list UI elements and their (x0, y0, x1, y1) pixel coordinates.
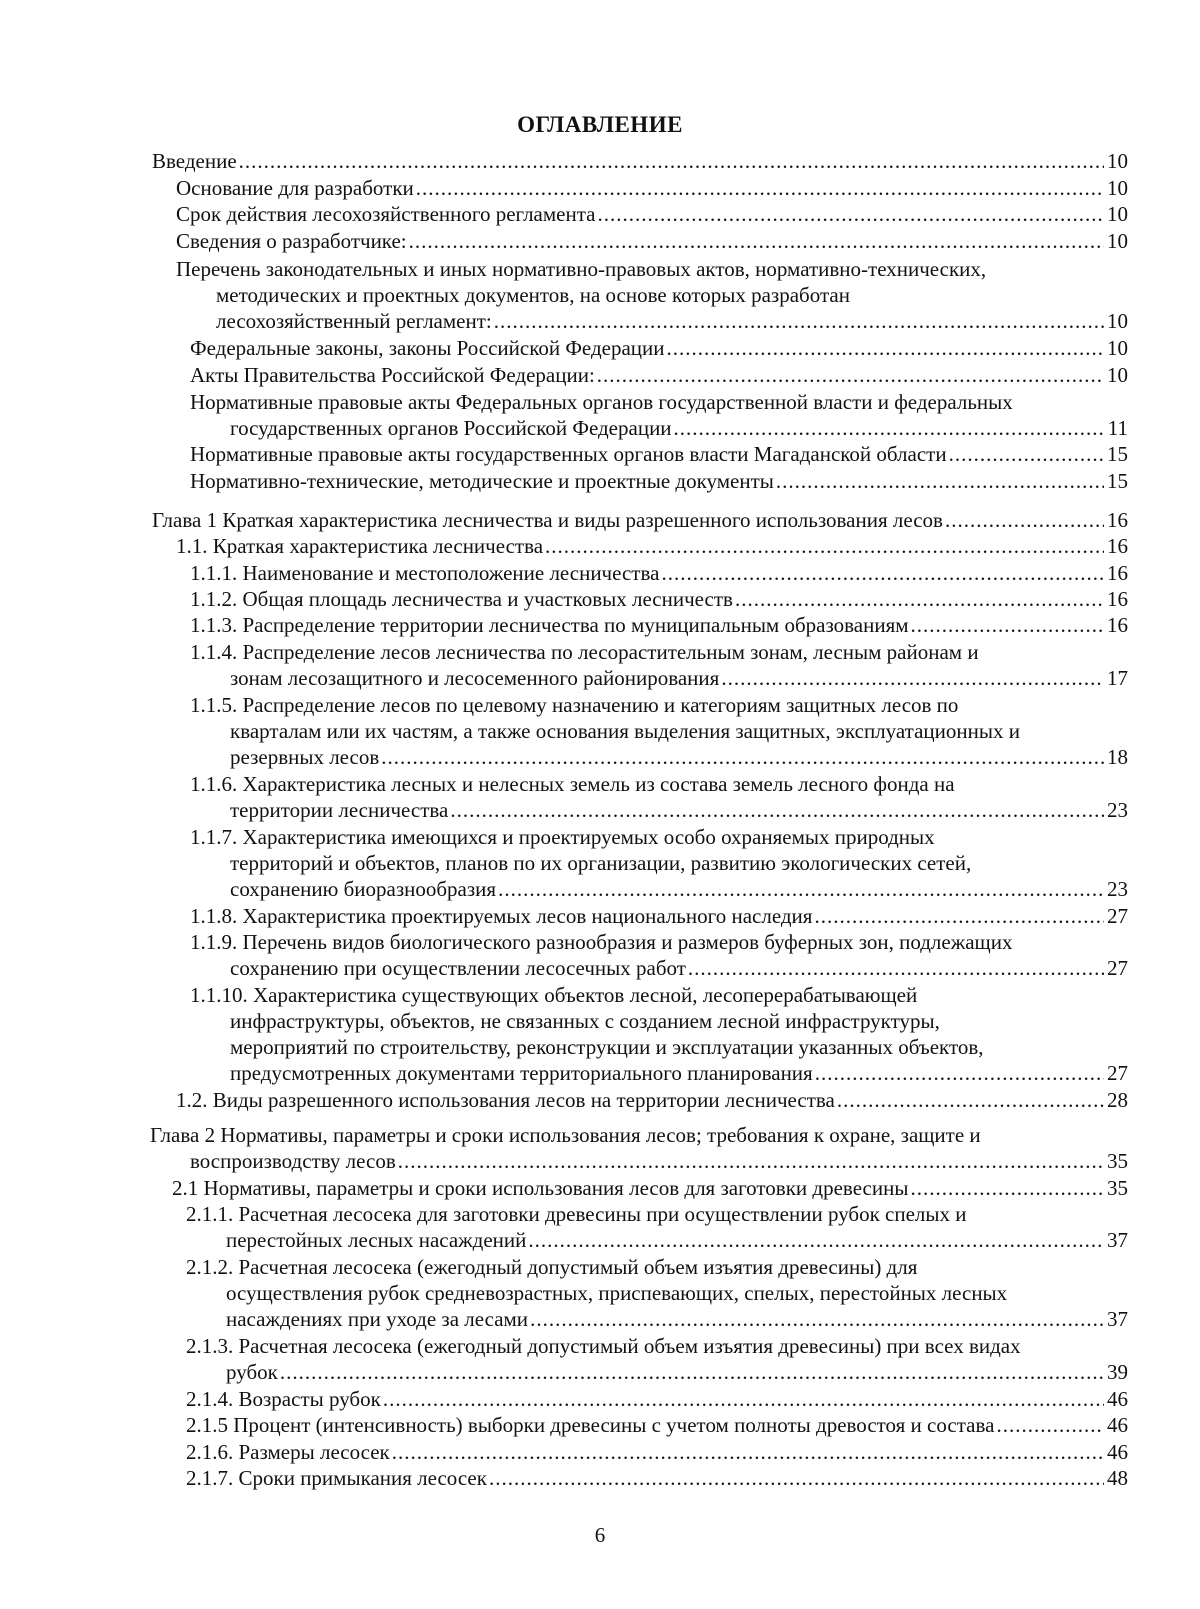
dot-leader (383, 1386, 1104, 1412)
dot-leader (450, 797, 1104, 823)
dot-leader (416, 175, 1104, 201)
dot-leader (735, 586, 1104, 612)
toc-entry-text: сохранению при осуществлении лесосечных работ (230, 956, 686, 980)
toc-page-number: 16 (1107, 534, 1128, 558)
toc-entry[interactable] (190, 903, 1128, 929)
toc-page-number: 35 (1107, 1149, 1128, 1173)
toc-page-number: 10 (1107, 336, 1128, 360)
toc-entry[interactable] (186, 1254, 1128, 1332)
dot-leader (776, 468, 1104, 494)
dot-leader (911, 612, 1104, 638)
toc-entry-text: сохранению биоразнообразия (230, 877, 497, 901)
toc-entry[interactable] (176, 533, 1128, 559)
toc-entry-text: Федеральные законы, законы Российской Федерации (190, 336, 665, 360)
dot-leader (494, 308, 1104, 334)
dot-leader (721, 665, 1104, 691)
toc-entry[interactable] (152, 507, 1128, 533)
toc-entry-text: 1.1.6. Характеристика лесных и нелесных земель из состава земель лесного фонда на (190, 772, 955, 796)
toc-entry-text: территории лесничества (230, 798, 449, 822)
toc-page-number: 16 (1107, 508, 1128, 532)
toc-page-number: 10 (1107, 176, 1128, 200)
toc-entry-text: 1.2. Виды разрешенного использования лесов на территории лесничества (176, 1088, 835, 1112)
toc-entry-text: 2.1.5 Процент (интенсивность) выборки древесины с учетом полноты древостоя и состава (186, 1413, 995, 1437)
toc-entry[interactable] (176, 1087, 1128, 1113)
toc-page-number: 10 (1107, 149, 1128, 173)
toc-entry-text: 1.1.7. Характеристика имеющихся и проектируемых особо охраняемых природных (190, 825, 935, 849)
dot-leader (398, 1148, 1104, 1174)
toc-entry[interactable] (190, 982, 1128, 1086)
toc-entry-text: насаждениях при уходе за лесами (226, 1307, 529, 1331)
dot-leader (949, 441, 1104, 467)
toc-page-number: 28 (1107, 1088, 1128, 1112)
toc-page-number: 46 (1107, 1387, 1128, 1411)
dot-leader (528, 1227, 1104, 1253)
dot-leader (597, 362, 1104, 388)
toc-page-number: 39 (1107, 1360, 1128, 1384)
toc-entry[interactable] (186, 1386, 1128, 1412)
toc-page-number: 35 (1107, 1176, 1128, 1200)
toc-entry-text: предусмотренных документами территориального планирования (230, 1061, 813, 1085)
toc-entry-text: 2.1.4. Возрасты рубок (186, 1387, 381, 1411)
toc-entry-text: 2.1 Нормативы, параметры и сроки использования лесов для заготовки древесины (172, 1176, 909, 1200)
toc-page-number: 10 (1107, 202, 1128, 226)
toc-entry[interactable] (190, 824, 1128, 902)
dot-leader (409, 228, 1104, 254)
toc-page-number: 15 (1107, 442, 1128, 466)
toc-entry[interactable] (190, 612, 1128, 638)
dot-leader (996, 1412, 1104, 1438)
dot-leader (498, 876, 1104, 902)
toc-page-number: 37 (1107, 1307, 1128, 1331)
dot-leader (597, 201, 1104, 227)
toc-page-number: 16 (1107, 613, 1128, 637)
toc-entry-text: 1.1. Краткая характеристика лесничества (176, 534, 544, 558)
toc-page-number: 27 (1107, 1061, 1128, 1085)
toc-page-number: 17 (1107, 666, 1128, 690)
toc-entry[interactable] (190, 441, 1128, 467)
toc-entry[interactable] (186, 1333, 1128, 1385)
toc-entry-text: Основание для разработки (176, 176, 414, 200)
toc-page-number: 46 (1107, 1413, 1128, 1437)
toc-entry-text: Глава 2 Нормативы, параметры и сроки использования лесов; требования к охране, защите и (150, 1123, 981, 1147)
toc-entry[interactable] (190, 468, 1128, 494)
dot-leader (815, 1060, 1104, 1086)
toc-entry[interactable] (190, 335, 1128, 361)
toc-entry[interactable] (190, 586, 1128, 612)
dot-leader (667, 335, 1105, 361)
toc-entry[interactable] (186, 1439, 1128, 1465)
toc-entry-text: Срок действия лесохозяйственного регламента (176, 202, 596, 226)
dot-leader (688, 955, 1104, 981)
page-number: 6 (594, 1523, 606, 1547)
toc-entry-text: 2.1.2. Расчетная лесосека (ежегодный допустимый объем изъятия древесины) для (186, 1255, 918, 1279)
toc-entry[interactable] (186, 1465, 1128, 1491)
toc-entry-text: 1.1.8. Характеристика проектируемых лесов национального наследия (190, 904, 813, 928)
toc-entry[interactable] (190, 692, 1128, 770)
toc-entry[interactable] (150, 1122, 1128, 1174)
toc-entry[interactable] (186, 1412, 1128, 1438)
toc-entry-text: 2.1.6. Размеры лесосек (186, 1440, 390, 1464)
toc-entry-text: резервных лесов (230, 745, 380, 769)
toc-entry[interactable] (190, 389, 1128, 441)
toc-entry-text: Нормативно-технические, методические и проектные документы (190, 469, 774, 493)
toc-entry-text: 1.1.10. Характеристика существующих объектов лесной, лесоперерабатывающей (190, 983, 918, 1007)
toc-entry-text: методических и проектных документов, на основе которых разработан (216, 283, 850, 307)
toc-entry[interactable] (190, 771, 1128, 823)
toc-entry-text: территорий и объектов, планов по их организации, развитию экологических сетей, (230, 851, 972, 875)
toc-entry-text: государственных органов Российской Федерации (230, 416, 672, 440)
toc-page-number: 46 (1107, 1440, 1128, 1464)
dot-leader (661, 560, 1104, 586)
toc-entry-text: 1.1.9. Перечень видов биологического разнообразия и размеров буферных зон, подлежащих (190, 930, 1013, 954)
dot-leader (837, 1087, 1104, 1113)
toc-entry-text: рубок (226, 1360, 278, 1384)
toc-entry-text: осуществления рубок средневозрастных, приспевающих, спелых, перестойных лесных (226, 1281, 1008, 1305)
toc-entry[interactable] (176, 256, 1128, 334)
dot-leader (381, 744, 1104, 770)
dot-leader (530, 1306, 1104, 1332)
toc-page-number: 16 (1107, 561, 1128, 585)
toc-page-number: 16 (1107, 587, 1128, 611)
toc-page-number: 37 (1107, 1228, 1128, 1252)
toc-entry-text: Глава 1 Краткая характеристика лесничества и виды разрешенного использования лесов (152, 508, 943, 532)
toc-entry-text: Акты Правительства Российской Федерации: (190, 363, 595, 387)
toc-page-number: 10 (1107, 309, 1128, 333)
dot-leader (489, 1465, 1104, 1491)
dot-leader (545, 533, 1104, 559)
toc-entry-text: Перечень законодательных и иных нормативно-правовых актов, нормативно-технических, (176, 257, 987, 281)
toc-entry-text: 1.1.1. Наименование и местоположение лесничества (190, 561, 660, 585)
toc-entry-text: перестойных лесных насаждений (226, 1228, 527, 1252)
dot-leader (239, 148, 1104, 174)
toc-page-number: 15 (1107, 469, 1128, 493)
toc-entry-text: 1.1.5. Распределение лесов по целевому назначению и категориям защитных лесов по (190, 693, 959, 717)
toc-entry[interactable] (176, 228, 1128, 254)
toc-entry-text: Введение (152, 149, 237, 173)
toc-entry[interactable] (186, 1201, 1128, 1253)
dot-leader (392, 1439, 1104, 1465)
toc-page-number: 10 (1107, 229, 1128, 253)
dot-leader (280, 1359, 1104, 1385)
toc-entry-text: зонам лесозащитного и лесосеменного районирования (230, 666, 720, 690)
toc-page-number: 11 (1107, 416, 1128, 440)
dot-leader (910, 1175, 1104, 1201)
toc-entry-text: 2.1.1. Расчетная лесосека для заготовки древесины при осуществлении рубок спелых и (186, 1202, 967, 1226)
toc-page-number: 23 (1107, 877, 1128, 901)
toc-entry-text: 2.1.7. Сроки примыкания лесосек (186, 1466, 487, 1490)
toc-entry-text: лесохозяйственный регламент: (216, 309, 492, 333)
toc-entry-text: 2.1.3. Расчетная лесосека (ежегодный допустимый объем изъятия древесины) при всех видах (186, 1334, 1021, 1358)
toc-entry-text: кварталам или их частям, а также основания выделения защитных, эксплуатационных и (230, 719, 1020, 743)
toc-entry[interactable] (152, 148, 1128, 174)
toc-entry[interactable] (172, 1175, 1128, 1201)
toc-entry[interactable] (176, 201, 1128, 227)
toc-entry[interactable] (190, 560, 1128, 586)
toc-entry-text: Нормативные правовые акты Федеральных органов государственной власти и федеральных (190, 390, 1013, 414)
dot-leader (945, 507, 1104, 533)
toc-entry-text: Нормативные правовые акты государственных органов власти Магаданской области (190, 442, 947, 466)
toc-entry[interactable] (176, 175, 1128, 201)
toc-page-number: 48 (1107, 1466, 1128, 1490)
toc-entry[interactable] (190, 929, 1128, 981)
toc-page-number: 18 (1107, 745, 1128, 769)
toc-page-number: 10 (1107, 363, 1128, 387)
dot-leader (814, 903, 1104, 929)
toc-page-number: 27 (1107, 956, 1128, 980)
toc-entry-text: 1.1.4. Распределение лесов лесничества по лесорастительным зонам, лесным районам и (190, 640, 979, 664)
toc-entry[interactable] (190, 362, 1128, 388)
dot-leader (674, 415, 1105, 441)
toc-entry-text: инфраструктуры, объектов, не связанных с созданием лесной инфраструктуры, (230, 1009, 940, 1033)
toc-entry-text: мероприятий по строительству, реконструкции и эксплуатации указанных объектов, (230, 1035, 984, 1059)
toc-page-number: 23 (1107, 798, 1128, 822)
page-title: ОГЛАВЛЕНИЕ (517, 112, 683, 137)
toc-page-number: 27 (1107, 904, 1128, 928)
toc-entry-text: 1.1.3. Распределение территории лесничества по муниципальным образованиям (190, 613, 909, 637)
toc-entry[interactable] (190, 639, 1128, 691)
toc-entry-text: 1.1.2. Общая площадь лесничества и участковых лесничеств (190, 587, 733, 611)
toc-entry-text: воспроизводству лесов (190, 1149, 396, 1173)
toc-entry-text: Сведения о разработчике: (176, 229, 407, 253)
